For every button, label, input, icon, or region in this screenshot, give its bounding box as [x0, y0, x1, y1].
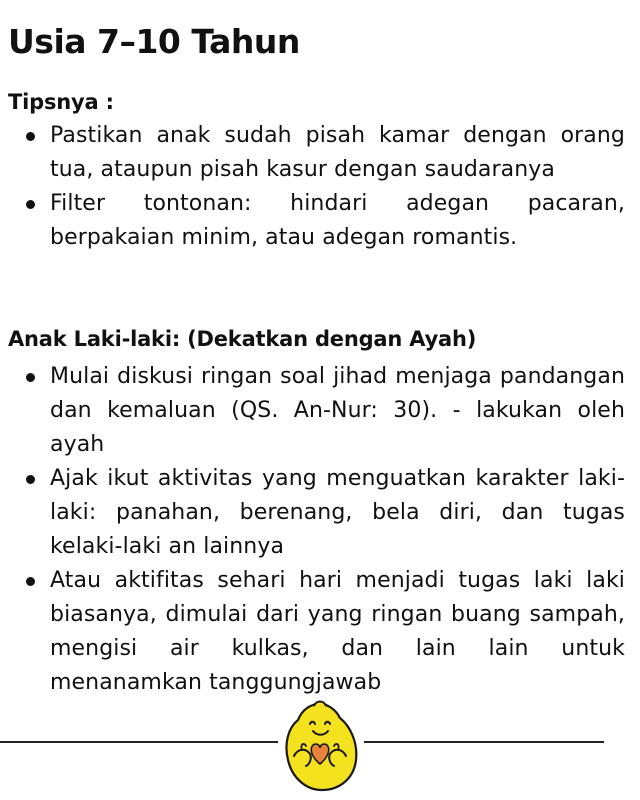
list-item: Atau aktifitas sehari hari menjadi tugas laki laki biasanya, dimulai dari yang ringan buang sampah, mengisi air kulkas, dan lain lain untuk menanamkan tanggungjawab [22, 564, 625, 700]
list-item: Ajak ikut aktivitas yang menguatkan karakter laki-laki: panahan, berenang, bela diri, dan tugas kelaki-laki an lainnya [22, 462, 625, 564]
tips-list [22, 119, 625, 255]
list-item: Filter tontonan: hindari adegan pacaran, berpakaian minim, atau adegan romantis. [22, 187, 625, 255]
list-item: Mulai diskusi ringan soal jihad menjaga pandangan dan kemaluan (QS. An-Nur: 30). - lakukan oleh ayah [22, 360, 625, 462]
boys-list [22, 360, 625, 700]
tips-heading: Tipsnya : [8, 90, 114, 114]
divider-right [364, 741, 604, 743]
boys-heading: Anak Laki-laki: (Dekatkan dengan Ayah) [8, 327, 477, 351]
list-item: Pastikan anak sudah pisah kamar dengan orang tua, ataupun pisah kasur dengan saudaranya [22, 119, 625, 187]
smiling-lemon-heart-icon [280, 698, 360, 794]
page-title: Usia 7–10 Tahun [8, 22, 300, 61]
divider-left [0, 741, 278, 743]
